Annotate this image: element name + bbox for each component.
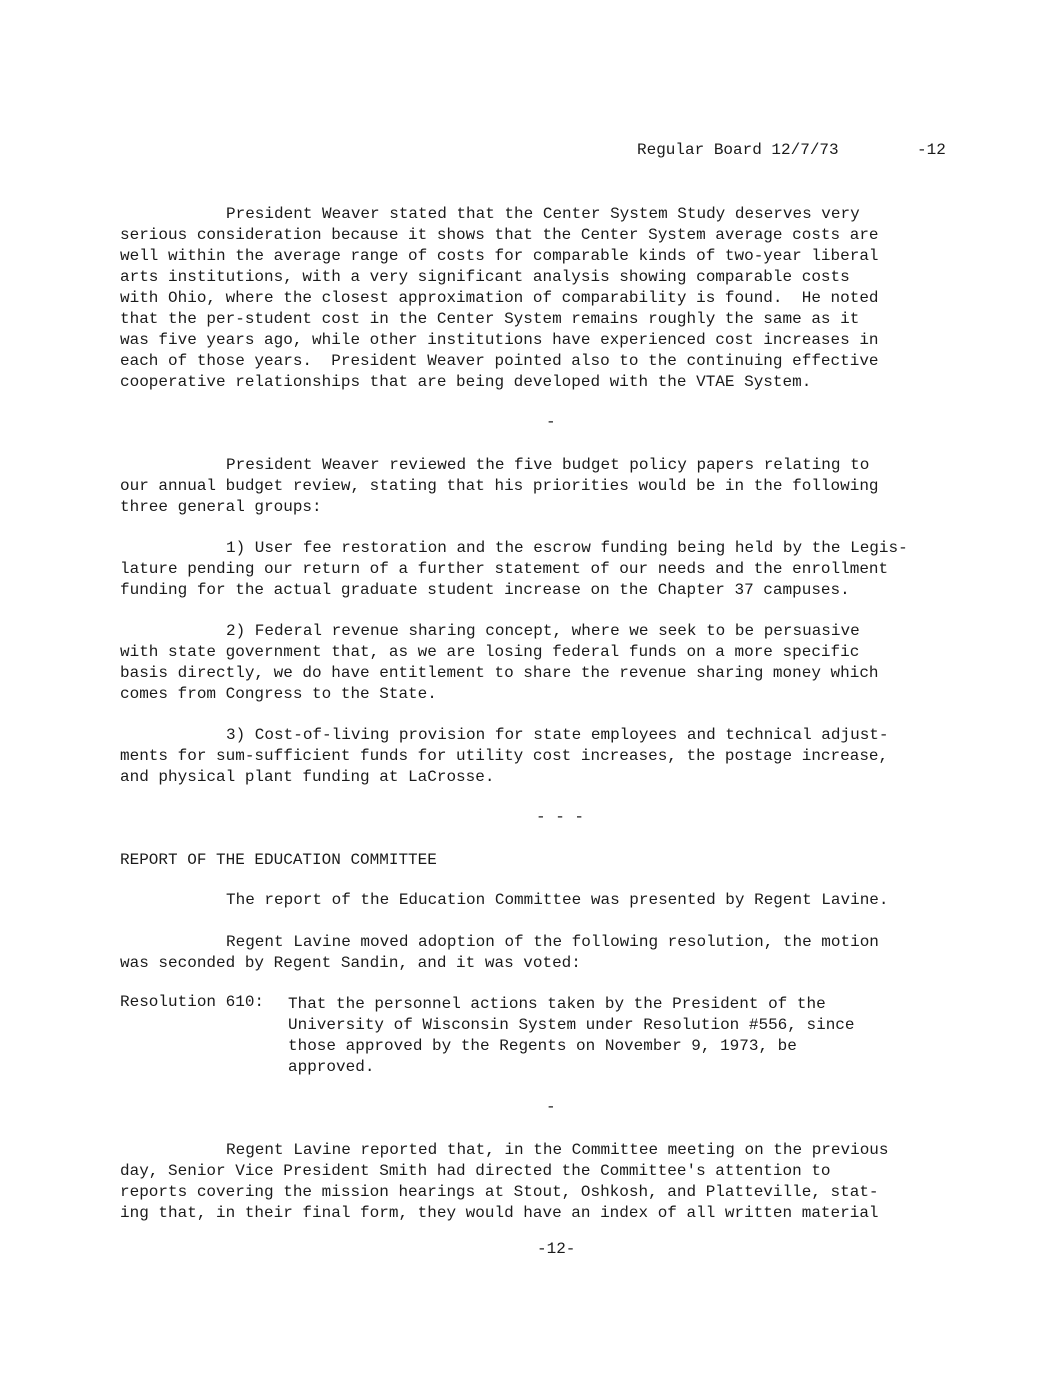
separator-dash: - <box>546 1098 556 1116</box>
text-line: with state government that, as we are losing federal funds on a more specific <box>120 643 860 661</box>
text-line: President Weaver stated that the Center System Study deserves very <box>226 205 860 223</box>
text-line: our annual budget review, stating that his priorities would be in the following <box>120 477 879 495</box>
text-line: funding for the actual graduate student increase on the Chapter 37 campuses. <box>120 581 850 599</box>
text-line: comes from Congress to the State. <box>120 685 437 703</box>
text-line: 1) User fee restoration and the escrow funding being held by the Legis- <box>226 539 908 557</box>
text-line: ments for sum-sufficient funds for utility cost increases, the postage increase, <box>120 747 889 765</box>
text-line: cooperative relationships that are being developed with the VTAE System. <box>120 373 812 391</box>
text-line: lature pending our return of a further statement of our needs and the enrollment <box>120 560 889 578</box>
text-line: University of Wisconsin System under Resolution #556, since <box>288 1016 855 1034</box>
text-line: basis directly, we do have entitlement to share the revenue sharing money which <box>120 664 879 682</box>
header-page-number: -12 <box>917 141 946 159</box>
header-title: Regular Board 12/7/73 <box>637 141 839 159</box>
text-line: President Weaver reviewed the five budget policy papers relating to <box>226 456 870 474</box>
text-line: 3) Cost-of-living provision for state employees and technical adjust- <box>226 726 889 744</box>
text-line: Regent Lavine moved adoption of the following resolution, the motion <box>226 933 879 951</box>
text-line: three general groups: <box>120 498 322 516</box>
text-line: The report of the Education Committee was presented by Regent Lavine. <box>226 891 889 909</box>
text-line: serious consideration because it shows that the Center System average costs are <box>120 226 879 244</box>
separator-dashes: - - - <box>536 808 585 826</box>
text-line: and physical plant funding at LaCrosse. <box>120 768 495 786</box>
text-line: day, Senior Vice President Smith had directed the Committee's attention to <box>120 1162 831 1180</box>
text-line: that the per-student cost in the Center System remains roughly the same as it <box>120 310 860 328</box>
separator-dash: - <box>546 413 556 431</box>
text-line: approved. <box>288 1058 375 1076</box>
resolution-label: Resolution 610: <box>120 993 265 1011</box>
text-line: each of those years. President Weaver pointed also to the continuing effective <box>120 352 879 370</box>
text-line: 2) Federal revenue sharing concept, where we seek to be persuasive <box>226 622 860 640</box>
text-line: Regent Lavine reported that, in the Committee meeting on the previous <box>226 1141 889 1159</box>
text-line: reports covering the mission hearings at Stout, Oshkosh, and Platteville, stat- <box>120 1183 879 1201</box>
text-line: arts institutions, with a very significant analysis showing comparable costs <box>120 268 850 286</box>
text-line: was seconded by Regent Sandin, and it was voted: <box>120 954 581 972</box>
section-heading: REPORT OF THE EDUCATION COMMITTEE <box>120 851 437 869</box>
text-line: well within the average range of costs for comparable kinds of two-year liberal <box>120 247 879 265</box>
text-line: with Ohio, where the closest approximation of comparability is found. He noted <box>120 289 879 307</box>
footer-page-number: -12- <box>537 1240 576 1258</box>
text-line: those approved by the Regents on November 9, 1973, be <box>288 1037 797 1055</box>
text-line: was five years ago, while other institutions have experienced cost increases in <box>120 331 879 349</box>
text-line: That the personnel actions taken by the President of the <box>288 995 826 1013</box>
text-line: ing that, in their final form, they would have an index of all written material <box>120 1204 879 1222</box>
